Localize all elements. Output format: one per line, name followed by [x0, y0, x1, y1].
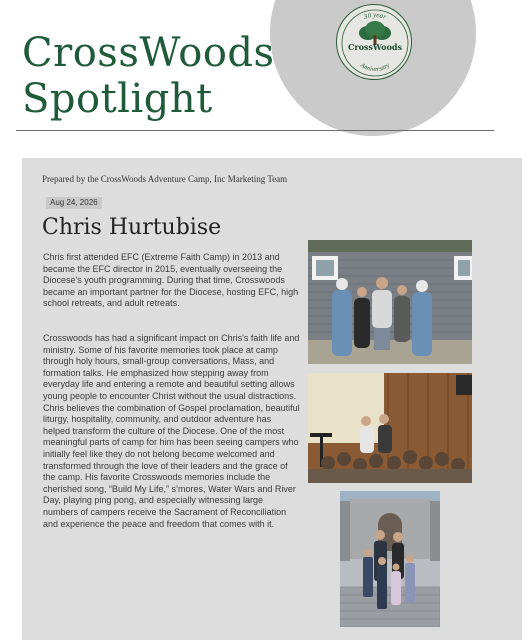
anniversary-seal-logo: [336, 4, 412, 80]
svg-text:Anniversary: [358, 61, 391, 73]
spotlight-name: Chris Hurtubise: [42, 215, 222, 240]
seal-center-text: CrossWoods: [347, 42, 403, 52]
newsletter-title: [22, 30, 275, 122]
title-line-2: Spotlight: [22, 76, 213, 122]
article-paragraph-1: Chris first attended EFC (Extreme Faith Camp) in 2013 and became the EFC director in 2015, eventually overseeing the Diocese's youth programming. During that time, Crosswoods became an important partner for the Diocese, hosting EFC, high school retreats, and adult retreats.: [43, 252, 299, 309]
date-badge: Aug 24, 2026: [46, 197, 102, 209]
newsletter-header: [0, 0, 528, 158]
group-photo-building: [308, 240, 472, 364]
prepared-by: Prepared by the CrossWoods Adventure Camp, Inc Marketing Team: [42, 174, 288, 184]
indoor-gathering-photo: [308, 373, 472, 483]
header-rule: [16, 130, 494, 131]
svg-text:30 year: [362, 11, 388, 21]
seal-bottom-text: Anniversary: [359, 61, 391, 74]
article-paragraph-2: Crosswoods has had a significant impact on Chris's faith life and ministry. Some of his favorite memories took place at camp through holy hours, small-group conversations, Mass, and formation talks. He emphasized how stepping away from everyday life and entering a remote and beautiful setting allows young people to encounter Christ without the usual distractions. Chris believes the combination of Gospel proclamation, beautiful liturgy, hospitality, community, and outdoor adventure has helped transform the culture of the Diocese. One of the most meaningful parts of camp for him has been seeing campers who initially feel like they do not belong become welcomed and transformed through the love of their leaders and the grace of the camp. His favorite Crosswoods memories include the cherished song, “Build My Life,” s’mores, Water Wars and River Day, playing ping pong, and especially witnessing large numbers of campers receive the Sacrament of Reconciliation and experience the peace and freedom that comes with it.: [43, 333, 300, 529]
family-church-photo: [340, 491, 440, 627]
title-line-1: CrossWoods: [22, 30, 275, 76]
seal-top-text: 30 year: [362, 10, 388, 21]
